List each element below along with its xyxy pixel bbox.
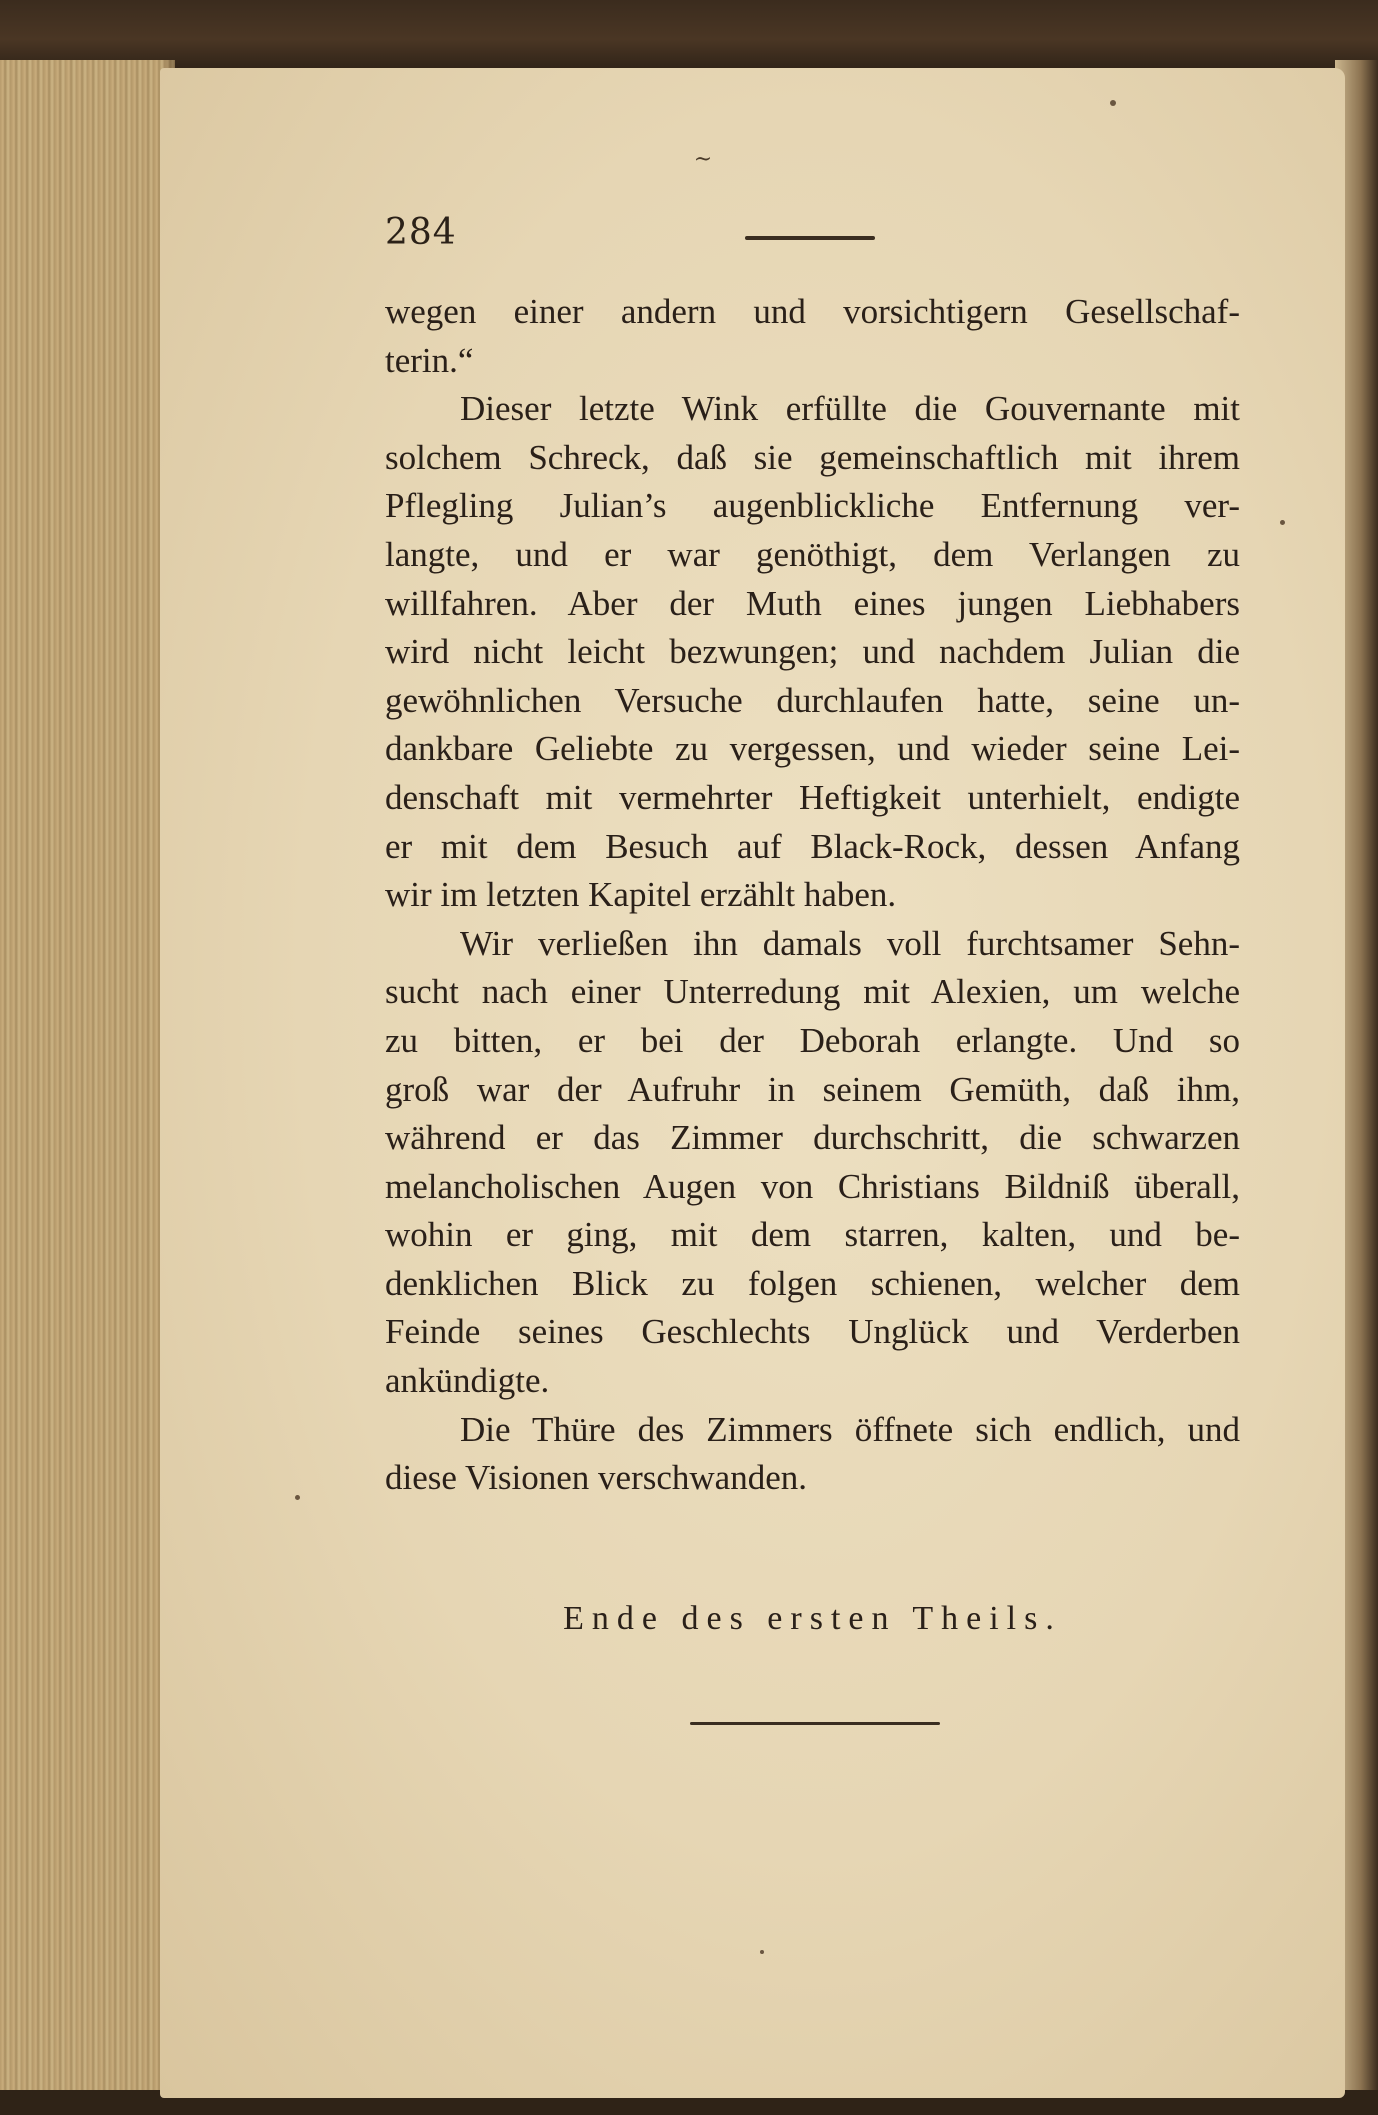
top-binding-edge <box>0 0 1378 72</box>
text-line: Dieser letzte Wink erfüllte die Gouvernante mit <box>460 389 1240 429</box>
paper-speck <box>1110 100 1116 106</box>
text-line: melancholischen Augen von Christians Bildniß überall, <box>385 1166 1240 1206</box>
text-line: ankündigte. <box>385 1361 550 1401</box>
paper-speck <box>1280 520 1285 525</box>
text-line: Wir verließen ihn damals voll furchtsamer Sehn- <box>460 923 1240 963</box>
text-line: wir im letzten Kapitel erzählt haben. <box>385 875 897 915</box>
text-line: diese Visionen verschwanden. <box>385 1458 807 1498</box>
paper-speck <box>760 1950 764 1954</box>
text-line: dankbare Geliebte zu vergessen, und wieder seine Lei- <box>385 729 1240 769</box>
text-line: denschaft mit vermehrter Heftigkeit unterhielt, endigte <box>385 777 1240 817</box>
text-line: willfahren. Aber der Muth eines jungen Liebhabers <box>385 583 1240 623</box>
text-line: Die Thüre des Zimmers öffnete sich endlich, und <box>460 1409 1240 1449</box>
page-stack-edge <box>0 60 175 2090</box>
body-text <box>385 288 1240 1503</box>
text-line: er mit dem Besuch auf Black-Rock, dessen Anfang <box>385 826 1240 866</box>
ornament-mark: ~ <box>693 147 713 172</box>
text-line: während er das Zimmer durchschritt, die schwarzen <box>385 1118 1240 1158</box>
text-line: wohin er ging, mit dem starren, kalten, und be- <box>385 1215 1240 1255</box>
text-line: zu bitten, er bei der Deborah erlangte. Und so <box>385 1020 1240 1060</box>
text-line: Pflegling Julian’s augenblickliche Entfernung ver- <box>385 486 1240 526</box>
text-line: wird nicht leicht bezwungen; und nachdem Julian die <box>385 632 1240 672</box>
text-line: groß war der Aufruhr in seinem Gemüth, daß ihm, <box>385 1069 1240 1109</box>
text-line: Feinde seines Geschlechts Unglück und Verderben <box>385 1312 1240 1352</box>
text-line: terin.“ <box>385 340 474 380</box>
text-line: sucht nach einer Unterredung mit Alexien, um welche <box>385 972 1240 1012</box>
text-line: denklichen Blick zu folgen schienen, welcher dem <box>385 1263 1240 1303</box>
text-line: solchem Schreck, daß sie gemeinschaftlich mit ihrem <box>385 437 1240 477</box>
text-line: langte, und er war genöthigt, dem Verlangen zu <box>385 534 1240 574</box>
paper-speck <box>295 1495 300 1500</box>
end-of-part-title: Ende des ersten Theils. <box>563 1600 1062 1637</box>
text-line: wegen einer andern und vorsichtigern Gesellschaf- <box>385 292 1240 331</box>
page-number: 284 <box>385 212 457 253</box>
text-line: gewöhnlichen Versuche durchlaufen hatte, seine un- <box>385 680 1240 720</box>
header-rule <box>745 236 875 240</box>
end-rule <box>690 1722 940 1725</box>
